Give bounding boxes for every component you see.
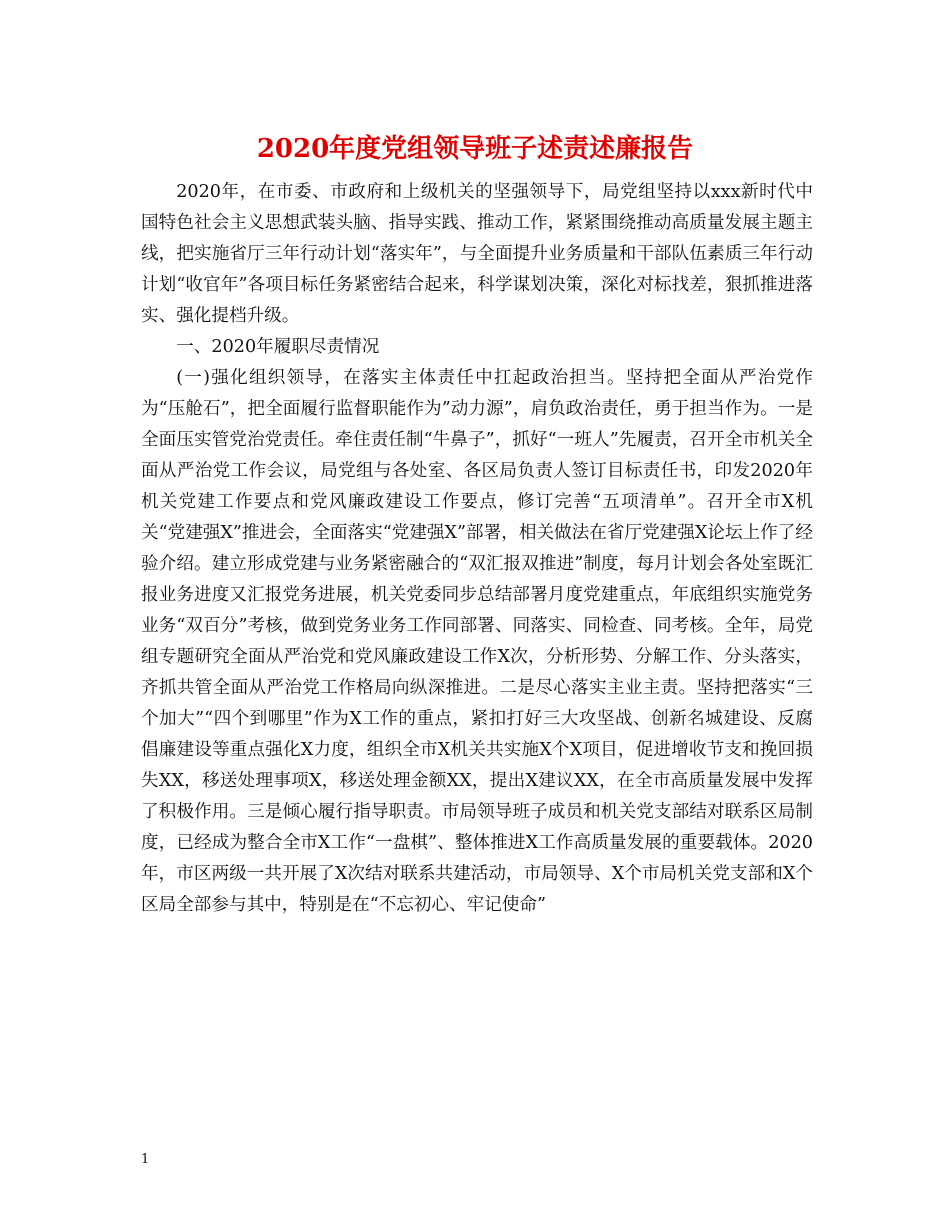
page-number: 1 xyxy=(141,1152,150,1167)
section-paragraph: (一)强化组织领导，在落实主体责任中扛起政治担当。坚持把全面从严治党作为“压舱石”，把全面履行监督职能作为”动力源”，肩负政治责任，勇于担当作为。一是全面压实管党治党责任。牵住责任制“牛鼻子”，抓好“一班人”先履责，召开全市机关全面从严治党工作会议，局党组与各处室、各区局负责人签订目标责任书，印发2020年机关党建工作要点和党风廉政建设工作要点，修订完善“五项清单”。召开全市X机关“党建强X”推进会，全面落实“党建强X”部署，相关做法在省厅党建强X论坛上作了经验介绍。建立形成党建与业务紧密融合的“双汇报双推进”制度，每月计划会各处室既汇报业务进度又汇报党务进展，机关党委同步总结部署月度党建重点，年底组织实施党务业务“双百分”考核，做到党务业务工作同部署、同落实、同检查、同考核。全年，局党组专题研究全面从严治党和党风廉政建设工作X次，分析形势、分解工作、分头落实，齐抓共管全面从严治党工作格局向纵深推进。二是尽心落实主业主责。坚持把落实“三个加大”“四个到哪里”作为X工作的重点，紧扣打好三大攻坚战、创新名城建设、反腐倡廉建设等重点强化X力度，组织全市X机关共实施X个X项目，促进增收节支和挽回损失XX，移送处理事项X，移送处理金额XX，提出X建议XX，在全市高质量发展中发挥了积极作用。三是倾心履行指导职责。市局领导班子成员和机关党支部结对联系区局制度，已经成为整合全市X工作“一盘棋”、整体推进X工作高质量发展的重要载体。2020年，市区两级一共开展了X次结对联系共建活动，市局领导、X个市局机关党支部和X个区局全部参与其中，特别是在“不忘初心、牢记使命” xyxy=(141,368,813,915)
intro-paragraph: 2020年，在市委、市政府和上级机关的坚强领导下，局党组坚持以xxx新时代中国特色社会主义思想武装头脑、指导实践、推动工作，紧紧围绕推动高质量发展主题主线，把实施省厅三年行动计划“落实年”，与全面提升业务质量和干部队伍素质三年行动计划“收官年”各项目标任务紧密结合起来，科学谋划决策，深化对标找差，狠抓推进落实、强化提档升级。 xyxy=(141,182,813,326)
section-heading: 一、2020年履职尽责情况 xyxy=(176,337,380,357)
document-body xyxy=(141,177,813,921)
document-title: 2020年度党组领导班子述责述廉报告 xyxy=(256,134,694,164)
